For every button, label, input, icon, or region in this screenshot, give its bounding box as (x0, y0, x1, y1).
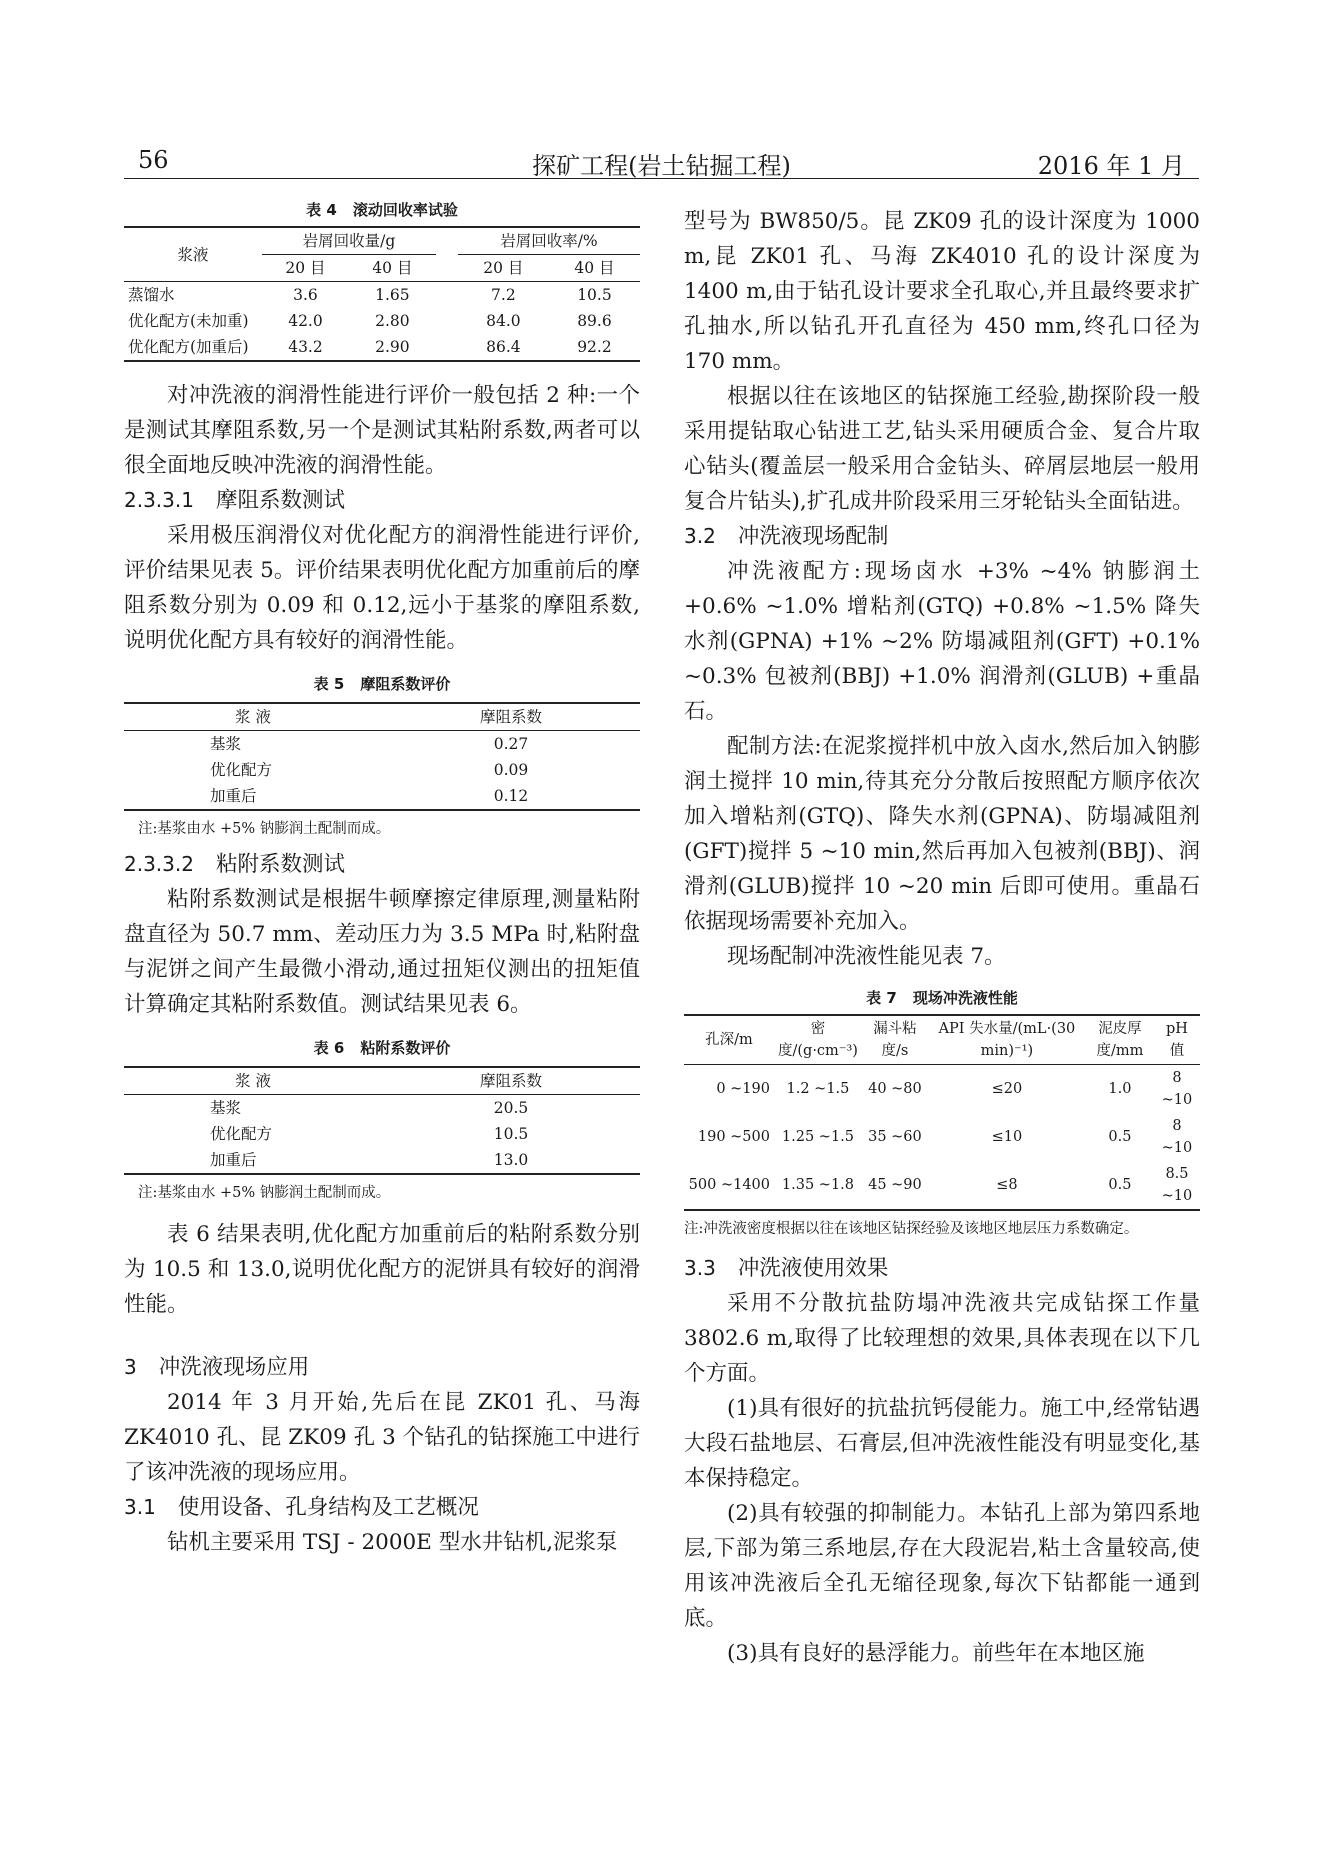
t4-sub: 40 目 (574, 259, 615, 277)
table4-caption: 表 4 滚动回收率试验 (306, 201, 458, 219)
table7-caption: 表 7 现场冲洗液性能 (866, 989, 1018, 1007)
section-heading: 2.3.3.1 摩阻系数测试 (124, 488, 345, 513)
table-row: 优化配方(加重后) 43.2 2.90 86.4 92.2 (124, 334, 640, 361)
section-heading: 2.3.3.2 粘附系数测试 (124, 852, 345, 877)
paragraph: 配制方法:在泥浆搅拌机中放入卤水,然后加入钠膨润土搅拌 10 min,待其充分分散后按照配方顺序依次加入增粘剂(GTQ)、降失水剂(GPNA)、防塌减阻剂(GFT)搅拌 5 ~10 min,然后再加入包被剂(BBJ)、润滑剂(GLUB)搅拌 10 ~20 min 后即可使用。重晶石依据现场需要补充加入。 (684, 734, 1200, 934)
paragraph: 冲洗液配方:现场卤水 +3% ~4% 钠膨润土 +0.6% ~1.0% 增粘剂(GTQ) +0.8% ~1.5% 降失水剂(GPNA) +1% ~2% 防塌减阻剂(GFT) +0.1% ~0.3% 包被剂(BBJ) +1.0% 润滑剂(GLUB) +重晶石。 (684, 559, 1200, 724)
paragraph: 钻机主要采用 TSJ - 2000E 型水井钻机,泥浆泵 (167, 1530, 618, 1555)
table5-note: 注:基浆由水 +5% 钠膨润土配制而成。 (138, 821, 391, 837)
section-heading: 3 冲洗液现场应用 (124, 1355, 310, 1380)
table-row: 基浆 0.27 (210, 735, 529, 753)
t4-sub: 20 目 (483, 259, 524, 277)
table-row: 0 ~190 1.2 ~1.5 40 ~80 ≤20 1.0 8 ~10 (716, 1070, 1193, 1108)
table-row: 190 ~500 1.25 ~1.5 35 ~60 ≤10 0.5 8 ~10 (697, 1118, 1193, 1156)
table-row: 基浆 20.5 (210, 1099, 529, 1117)
table5-caption: 表 5 摩阻系数评价 (313, 675, 451, 693)
paragraph: (2)具有较强的抑制能力。本钻孔上部为第四系地层,下部为第三系地层,存在大段泥岩,粘土含量较高,使用该冲洗液后全孔无缩径现象,每次下钻都能一通到底。 (684, 1501, 1200, 1631)
table6-caption: 表 6 粘附系数评价 (313, 1039, 451, 1057)
table-row: 500 ~1400 1.35 ~1.8 45 ~90 ≤8 0.5 8.5 ~10 (684, 1161, 1200, 1210)
paragraph: (3)具有良好的悬浮能力。前些年在本地区施 (727, 1641, 1145, 1666)
table-row: 蒸馏水 3.6 1.65 7.2 10.5 (128, 286, 612, 304)
paragraph: 对冲洗液的润滑性能进行评价一般包括 2 种:一个是测试其摩阻系数,另一个是测试其粘附系数,两者可以很全面地反映冲洗液的润滑性能。 (124, 383, 640, 478)
table-row: 优化配方 10.5 (210, 1125, 529, 1143)
paragraph: 型号为 BW850/5。昆 ZK09 孔的设计深度为 1000 m,昆 ZK01 孔、马海 ZK4010 孔的设计深度为 1400 m,由于钻孔设计要求全孔取心,并且最终要求扩孔抽水,所以钻孔开孔直径为 450 mm,终孔口径为 170 mm。 (684, 209, 1200, 374)
section-heading: 3.3 冲洗液使用效果 (684, 1256, 889, 1281)
table5: 浆 液 摩阻系数 基浆 0.27 优化配方 0.09 加重后 0.12 (124, 702, 640, 811)
t4-sub: 20 目 (285, 259, 326, 277)
t4-col-slurry: 浆液 (124, 227, 262, 282)
paragraph: 现场配制冲洗液性能见表 7。 (727, 944, 1006, 969)
paragraph: 粘附系数测试是根据牛顿摩擦定律原理,测量粘附盘直径为 50.7 mm、差动压力为 3.5 MPa 时,粘附盘与泥饼之间产生最微小滑动,通过扭矩仪测出的扭矩值计算确定其粘附系数值。测试结果见表 6。 (124, 887, 640, 1017)
issue-date: 2016 年 1 月 (1037, 152, 1185, 180)
table6-note: 注:基浆由水 +5% 钠膨润土配制而成。 (138, 1185, 391, 1201)
table7: 孔深/m 密度/(g·cm⁻³) 漏斗粘度/s API 失水量/(mL·(30 min)⁻¹) 泥皮厚度/mm pH 值 0 ~190 1.2 ~1.5 40 ~80 ≤20 1.0 8 ~10 190 ~500 1.25 ~1.5 35 ~60 ≤10 0.5 8 ~10 500 ~1400 1.35 ~1.8 45 ~90 ≤8 0.5 8.5 ~10 (684, 1014, 1200, 1211)
table-row: 加重后 13.0 (124, 1147, 640, 1174)
section-heading: 3.1 使用设备、孔身结构及工艺概况 (124, 1495, 479, 1520)
journal-title: 探矿工程(岩土钻掘工程) (532, 152, 791, 180)
table-row: 加重后 0.12 (124, 783, 640, 810)
paragraph: 采用极压润滑仪对优化配方的润滑性能进行评价,评价结果见表 5。评价结果表明优化配方加重前后的摩阻系数分别为 0.09 和 0.12,远小于基浆的摩阻系数,说明优化配方具有较好的润滑性能。 (124, 523, 640, 653)
table-row: 优化配方 0.09 (210, 761, 529, 779)
t4-group1: 岩屑回收量/g (262, 227, 436, 255)
table-row: 优化配方(未加重) 42.0 2.80 84.0 89.6 (128, 312, 612, 330)
t4-sub: 40 目 (372, 259, 413, 277)
paragraph: (1)具有很好的抗盐抗钙侵能力。施工中,经常钻遇大段石盐地层、石膏层,但冲洗液性能没有明显变化,基本保持稳定。 (684, 1396, 1200, 1491)
left-column (124, 198, 640, 1560)
paragraph: 采用不分散抗盐防塌冲洗液共完成钻探工作量 3802.6 m,取得了比较理想的效果,具体表现在以下几个方面。 (684, 1291, 1200, 1386)
table4 (124, 226, 640, 362)
paragraph: 表 6 结果表明,优化配方加重前后的粘附系数分别为 10.5 和 13.0,说明优化配方的泥饼具有较好的润滑性能。 (124, 1222, 640, 1317)
right-column (684, 204, 1200, 1671)
t4-group2: 岩屑回收率/% (458, 227, 640, 255)
page-number: 56 (138, 146, 169, 174)
section-heading: 3.2 冲洗液现场配制 (684, 524, 889, 549)
page-header (124, 138, 1199, 179)
paragraph: 2014 年 3 月开始,先后在昆 ZK01 孔、马海 ZK4010 孔、昆 ZK09 孔 3 个钻孔的钻探施工中进行了该冲洗液的现场应用。 (124, 1390, 640, 1485)
table7-note: 注:冲洗液密度根据以往在该地区钻探经验及该地区地层压力系数确定。 (684, 1221, 1139, 1237)
paragraph: 根据以往在该地区的钻探施工经验,勘探阶段一般采用提钻取心钻进工艺,钻头采用硬质合金、复合片取心钻头(覆盖层一般采用合金钻头、碎屑层地层一般用复合片钻头),扩孔成井阶段采用三牙轮钻头全面钻进。 (684, 384, 1200, 514)
table6: 浆 液 摩阻系数 基浆 20.5 优化配方 10.5 加重后 13.0 (124, 1066, 640, 1175)
